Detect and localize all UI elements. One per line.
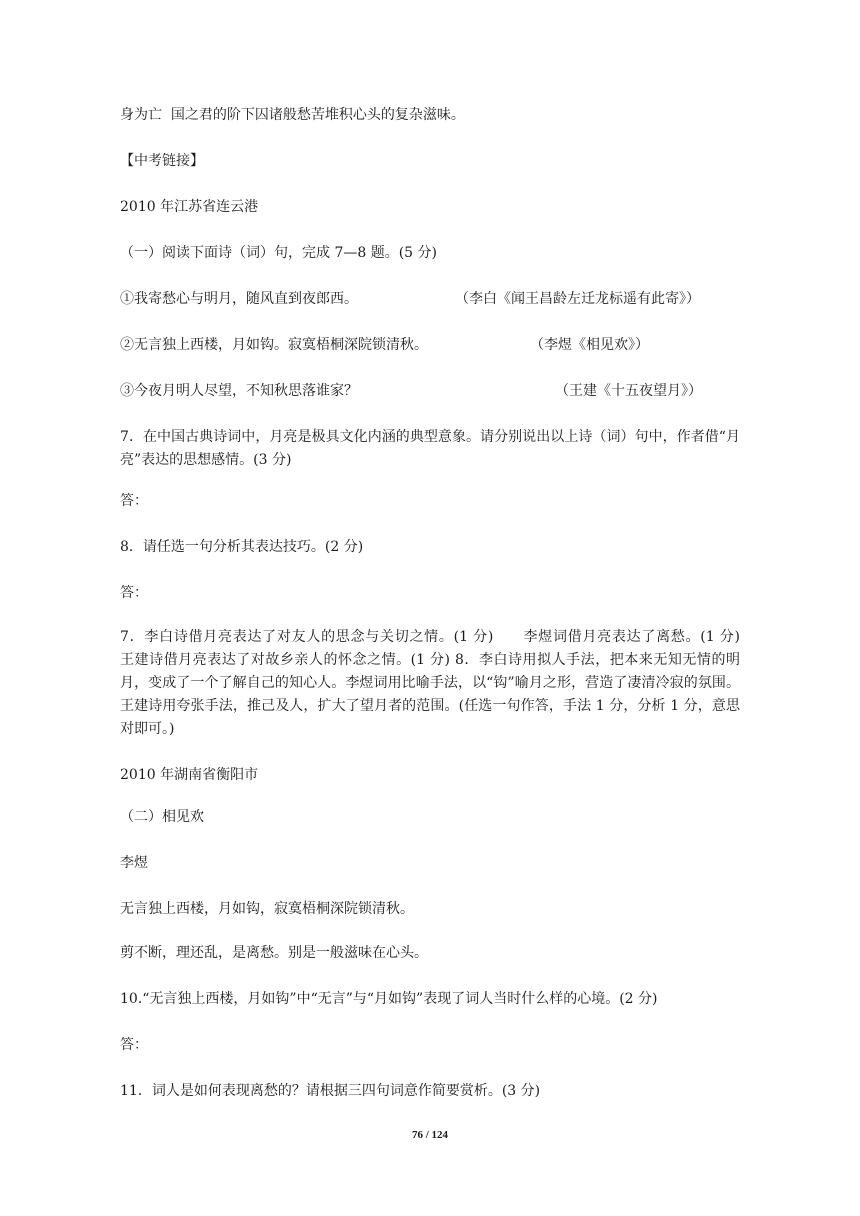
question-7: 7．在中国古典诗词中，月亮是极具文化内涵的典型意象。请分别说出以上诗（词）句中，作者借“月亮”表达的思想感情。(3 分) bbox=[120, 429, 740, 468]
page-number: 76 / 124 bbox=[411, 1129, 449, 1141]
poem-source-3: （王建《十五夜望月》） bbox=[555, 383, 702, 399]
section-heading: 【中考链接】 bbox=[120, 153, 204, 169]
poem-source-2: （李煜《相见欢》） bbox=[530, 337, 649, 353]
poem-line: 无言独上西楼，月如钩，寂寞梧桐深院锁清秋。 bbox=[120, 901, 414, 917]
answer-blank: 答： bbox=[120, 585, 148, 601]
answer-blank: 答： bbox=[120, 1037, 148, 1053]
poem-line-2: ②无言独上西楼，月如钩。寂寞梧桐深院锁清秋。 bbox=[120, 337, 428, 353]
text-line: 身为亡 国之君的阶下囚诸般愁苦堆积心头的复杂滋味。 bbox=[120, 107, 465, 123]
question-10: 10.“无言独上西楼，月如钩”中“无言”与“月如钩”表现了词人当时什么样的心境。(2 分) bbox=[120, 991, 658, 1007]
exam-source: 2010 年江苏省连云港 bbox=[120, 199, 259, 215]
answer-key: 7．李白诗借月亮表达了对友人的思念与关切之情。(1 分) 李煜词借月亮表达了离愁。(1 分) 王建诗借月亮表达了对故乡亲人的怀念之情。(1 分) 8．李白诗用拟人手法，把本来无知无情的明月，变成了一个了解自己的知心人。李煜词用比喻手法，以“钩”喻月之形，营造了凄清冷寂的氛围。王建诗用夸张手法，推己及人，扩大了望月者的范围。(任选一句作答，手法 1 分，分析 1 分，意思对即可。) bbox=[120, 629, 768, 737]
question-8: 8．请任选一句分析其表达技巧。(2 分) bbox=[120, 539, 364, 555]
question-intro: （一）阅读下面诗（词）句，完成 7—8 题。(5 分) bbox=[120, 245, 437, 261]
answer-blank: 答： bbox=[120, 493, 148, 509]
poem-line: 剪不断，理还乱，是离愁。别是一般滋味在心头。 bbox=[120, 945, 428, 961]
question-11: 11．词人是如何表现离愁的？请根据三四句词意作简要赏析。(3 分) bbox=[120, 1083, 541, 1099]
poem-author: 李煜 bbox=[120, 855, 148, 871]
poem-line-3: ③今夜月明人尽望，不知秋思落谁家？ bbox=[120, 383, 358, 399]
poem-line-1: ①我寄愁心与明月，随风直到夜郎西。 bbox=[120, 291, 358, 307]
poem-title: （二）相见欢 bbox=[120, 809, 204, 825]
exam-source: 2010 年湖南省衡阳市 bbox=[120, 767, 259, 783]
poem-source-1: （李白《闻王昌龄左迁龙标遥有此寄》） bbox=[455, 291, 700, 307]
